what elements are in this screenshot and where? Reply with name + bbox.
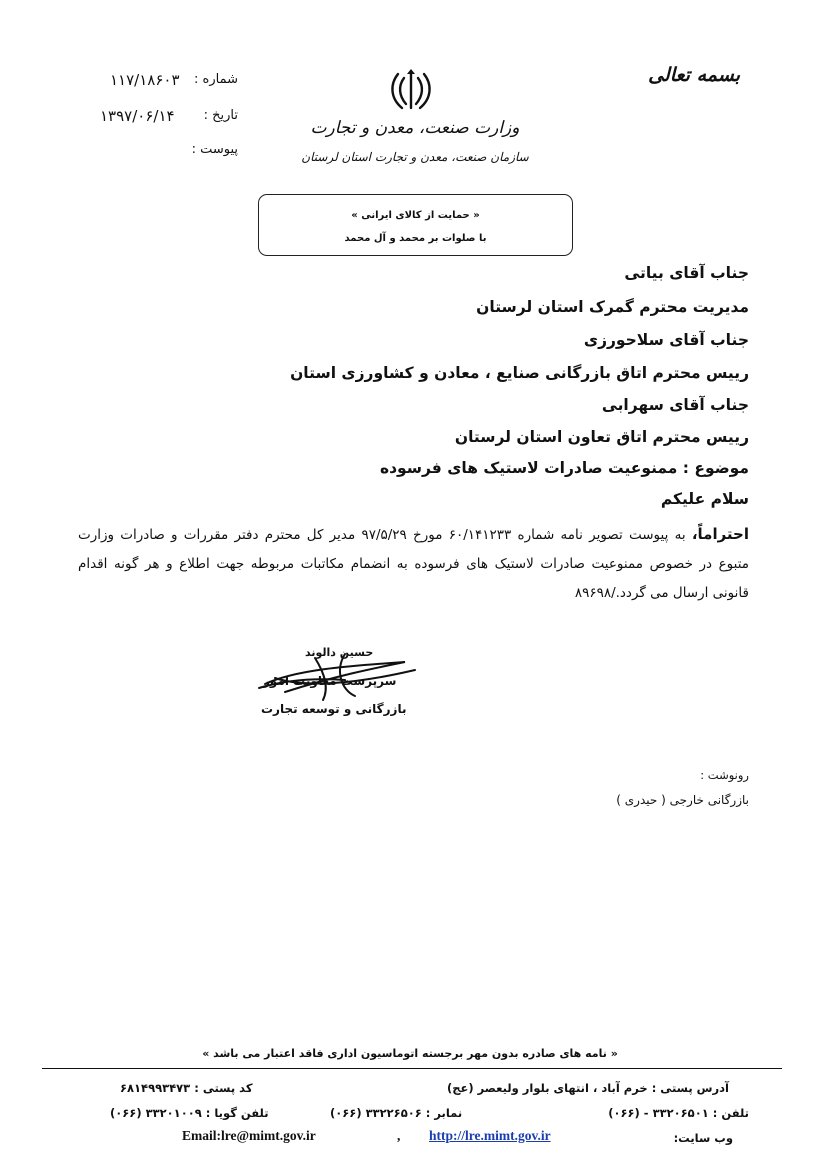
website-link[interactable]: http://lre.mimt.gov.ir xyxy=(429,1128,551,1143)
recipient-1-title: مدیریت محترم گمرک استان لرستان xyxy=(476,298,749,316)
slogan-box xyxy=(258,194,573,256)
letter-attachment xyxy=(38,142,238,164)
cc-recipient: بازرگانی خارجی ( حیدری ) xyxy=(616,793,749,807)
ministry-name: وزارت صنعت، معدن و تجارت xyxy=(310,118,520,138)
signature-block xyxy=(245,640,465,730)
slogan-line-1: « حمایت از کالای ایرانی » xyxy=(351,210,480,221)
letter-body xyxy=(78,520,749,608)
body-text: به پیوست تصویر نامه شماره ۶۰/۱۴۱۲۳۳ مورخ ۹۷/۵/۲۹ مدیر کل محترم دفتر مقررات و صادرات وزارت متبوع در خصوص ممنوعیت صادرات لاستیک های فرسوده به انضمام مکاتبات مربوطه جهت اطلاع و هر گونه اقدام قانونی ارسال می گردد./۸۹۶۹۸ xyxy=(78,527,749,601)
recipient-1-name: جناب آقای بیاتی xyxy=(624,264,749,282)
fax-value: ۳۳۲۲۶۵۰۶ (۰۶۶) xyxy=(330,1106,422,1120)
basmala: بسمه تعالی xyxy=(648,64,740,86)
letter-date-value: ۱۳۹۷/۰۶/۱۴ xyxy=(100,107,175,125)
recipient-2-title: رییس محترم اتاق بازرگانی صنایع ، معادن و کشاورزی استان xyxy=(290,364,749,382)
phone-value: ۳۳۲۰۶۵۰۱ - (۰۶۶) xyxy=(608,1106,709,1120)
letter-number xyxy=(38,72,238,94)
signer-title-line-2: بازرگانی و توسعه تجارت xyxy=(261,702,407,716)
organization-name: سازمان صنعت، معدن و تجارت استان لرستان xyxy=(301,150,529,164)
letter-date-label: تاریخ : xyxy=(203,108,238,123)
slogan-line-2: با صلوات بر محمد و آل محمد xyxy=(344,233,487,244)
subject-line: موضوع : ممنوعیت صادرات لاستیک های فرسوده xyxy=(379,459,749,477)
iran-emblem-icon xyxy=(388,68,434,114)
footer-separator: , xyxy=(397,1128,401,1143)
greeting: سلام علیکم xyxy=(660,490,749,508)
footer-fax xyxy=(330,1106,462,1120)
handwritten-signature xyxy=(245,640,465,730)
postal-value: ۶۸۱۴۹۹۳۴۷۳ xyxy=(120,1081,191,1095)
body-lead: احتراماً، xyxy=(691,525,749,543)
postal-label: کد پستی : xyxy=(194,1081,253,1095)
voice-label: تلفن گویا : xyxy=(205,1106,269,1120)
recipient-3-name: جناب آقای سهرابی xyxy=(601,396,749,414)
signer-title-line-1: سرپرست معاونت امور xyxy=(263,674,397,688)
recipient-3-title: رییس محترم اتاق تعاون استان لرستان xyxy=(454,428,749,446)
voice-value: ۳۳۲۰۱۰۰۹ (۰۶۶) xyxy=(110,1106,202,1120)
footer-divider xyxy=(42,1068,782,1069)
letter-date xyxy=(38,108,238,130)
address-label: آدرس پستی : xyxy=(651,1081,729,1095)
footer-note: « نامه های صادره بدون مهر برجسته اتوماسیون اداری فاقد اعتبار می باشد » xyxy=(202,1047,618,1060)
cc-label: رونوشت : xyxy=(700,768,749,782)
phone-label: تلفن : xyxy=(712,1106,749,1120)
footer-phone xyxy=(608,1106,749,1120)
letter-number-label: شماره : xyxy=(194,72,238,87)
footer-email[interactable]: Email:lre@mimt.gov.ir xyxy=(182,1128,316,1143)
footer-voice-phone xyxy=(110,1106,269,1120)
recipient-2-name: جناب آقای سلاحورزی xyxy=(583,331,749,349)
signer-name: حسین دالوند xyxy=(305,646,374,659)
fax-label: نمابر : xyxy=(425,1106,463,1120)
footer-postal-code xyxy=(120,1081,253,1095)
letter-attachment-label: پیوست : xyxy=(191,142,238,157)
letter-number-value: ۱۱۷/۱۸۶۰۳ xyxy=(110,71,180,89)
address-value: خرم آباد ، انتهای بلوار ولیعصر (عج) xyxy=(446,1081,648,1095)
footer-address xyxy=(447,1081,729,1095)
website-label: وب سایت: xyxy=(673,1131,733,1145)
